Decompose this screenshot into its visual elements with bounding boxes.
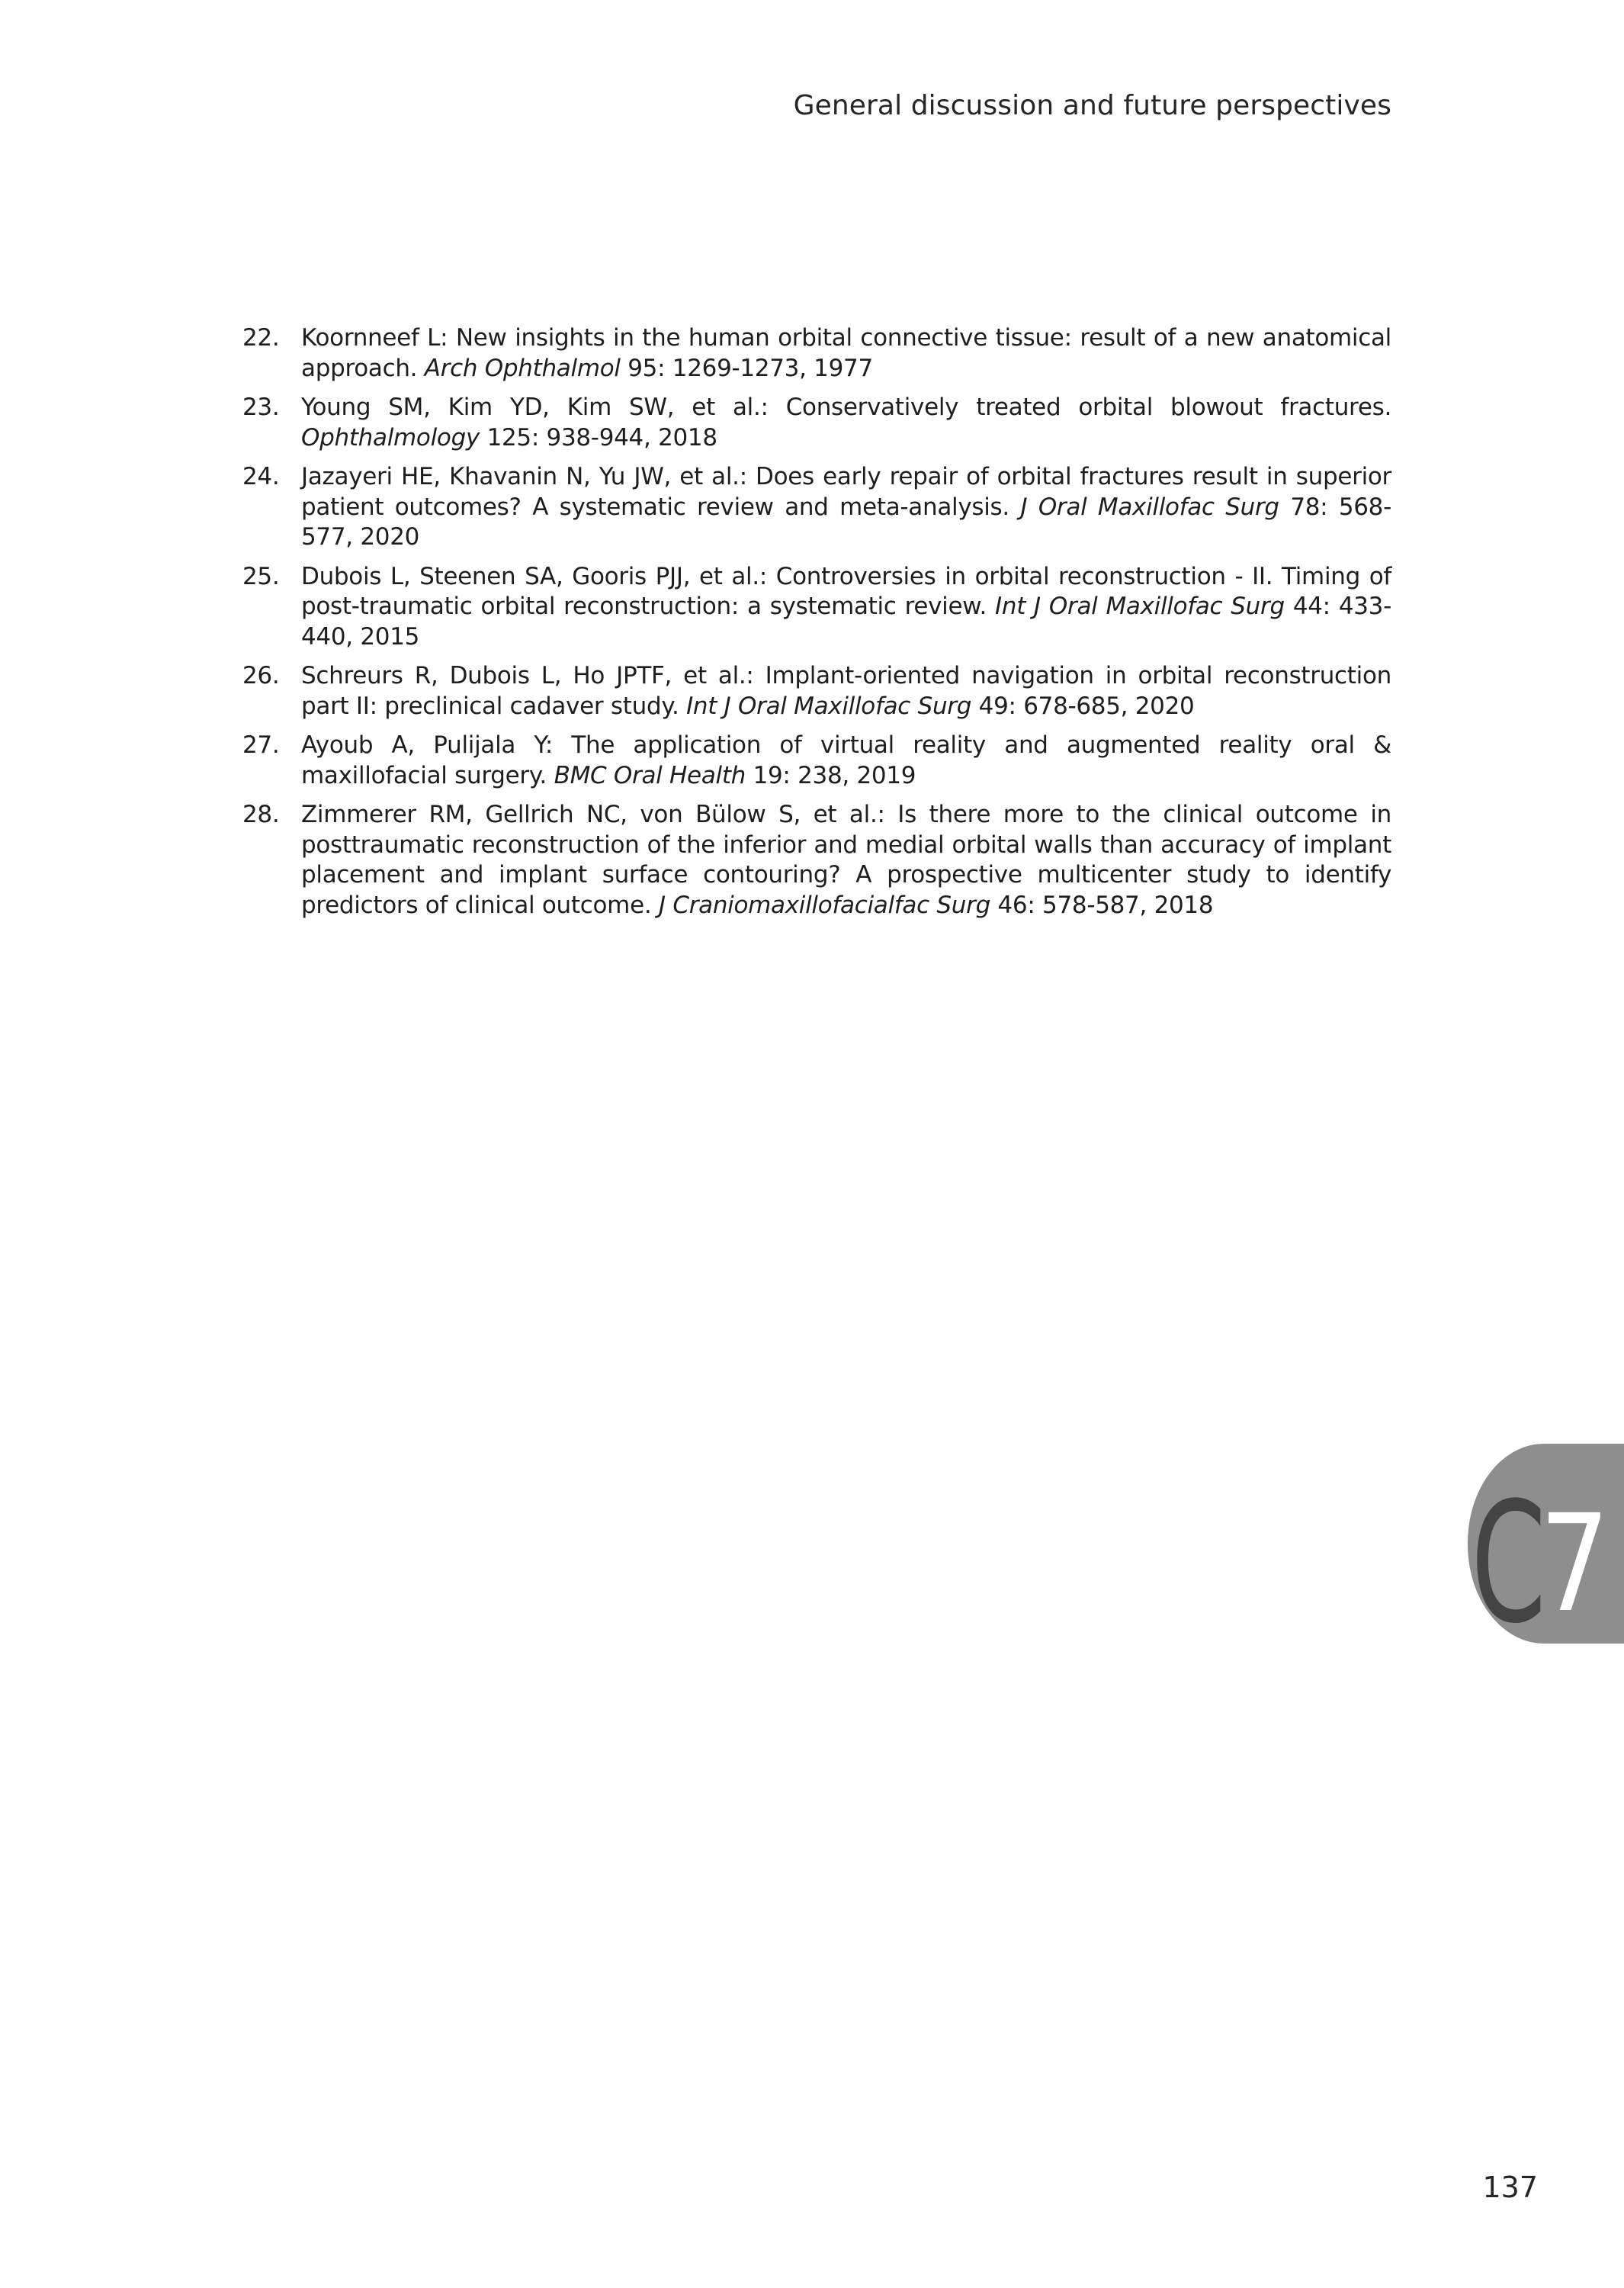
- reference-segment: 95: 1269-1273, 1977: [620, 354, 873, 382]
- reference-item: [242, 562, 1391, 653]
- reference-item: [242, 323, 1391, 384]
- reference-number: 22.: [242, 324, 280, 352]
- reference-journal: BMC Oral Health: [554, 761, 746, 789]
- reference-segment: 44: 433-​440, 2015: [301, 593, 1391, 651]
- reference-number: 27.: [242, 731, 280, 759]
- reference-journal: Int J Oral Maxillofac Surg: [995, 593, 1285, 620]
- chapter-tab-number: 7: [1539, 1486, 1610, 1642]
- chapter-tab-letter: C: [1471, 1467, 1546, 1644]
- reference-segment: Dubois L, Steenen SA, Gooris PJJ, et al.: Controversies in orbital reconstruction - II. Timing of post-traumatic orbital reconstruction: a systematic review.: [301, 562, 1391, 620]
- reference-segment: Schreurs R, Dubois L, Ho JPTF, et al.: Implant-oriented navigation in orbital reconstruction part II: preclinical cadaver study.: [301, 662, 1391, 720]
- reference-segment: 46: 578-587, 2018: [990, 891, 1214, 919]
- reference-journal: Int J Oral Maxillofac Surg: [686, 692, 972, 720]
- reference-segment: Zimmerer RM, Gellrich NC, von Bülow S, et al.: Is there more to the clinical outcome in posttraumatic reconstruction of the inferior and medial orbital walls than accuracy of implant placement and implant surface contouring? A prospective multicenter study to identify predictors of clinical outcome.: [301, 801, 1391, 919]
- reference-list: [242, 323, 1391, 930]
- reference-text: [301, 462, 1391, 553]
- reference-item: [242, 731, 1391, 791]
- reference-item: [242, 800, 1391, 921]
- chapter-tab: [1468, 1444, 1624, 1644]
- reference-number: 23.: [242, 394, 280, 421]
- reference-item: [242, 661, 1391, 721]
- reference-text: [301, 731, 1391, 791]
- reference-number: 28.: [242, 801, 280, 828]
- reference-text: [301, 661, 1391, 721]
- chapter-tab-graphic: [1468, 1444, 1624, 1644]
- reference-text: [301, 323, 1391, 384]
- reference-text: [301, 562, 1391, 653]
- page-number: 137: [1482, 2171, 1538, 2204]
- reference-text: [301, 393, 1391, 453]
- reference-number: 24.: [242, 463, 280, 490]
- reference-segment: 125: 938-944, 2018: [480, 423, 717, 451]
- reference-segment: 78: 568-​577, 2020: [301, 493, 1391, 551]
- reference-segment: Young SM, Kim YD, Kim SW, et al.: Conservatively treated orbital blowout fractures.: [301, 394, 1391, 421]
- running-head: General discussion and future perspectives: [793, 90, 1391, 121]
- reference-text: [301, 800, 1391, 921]
- reference-item: [242, 393, 1391, 453]
- reference-segment: 19: 238, 2019: [746, 761, 916, 789]
- reference-segment: Jazayeri HE, Khavanin N, Yu JW, et al.: Does early repair of orbital fractures result in superior patient outcomes? A systematic review and meta-analysis.: [301, 463, 1391, 521]
- reference-journal: Ophthalmology: [301, 423, 480, 451]
- reference-journal: Arch Ophthalmol: [424, 354, 621, 382]
- reference-number: 26.: [242, 662, 280, 689]
- reference-segment: Ayoub A, Pulijala Y: The application of virtual reality and augmented reality oral & maxillofacial surgery.: [301, 731, 1391, 789]
- reference-journal: J Craniomaxillofacialfac Surg: [658, 891, 990, 919]
- reference-number: 25.: [242, 562, 280, 590]
- reference-segment: 49: 678-685, 2020: [971, 692, 1195, 720]
- reference-item: [242, 462, 1391, 553]
- reference-segment: Koornneef L: New insights in the human orbital connective tissue: result of a new anatomical approach.: [301, 324, 1391, 382]
- reference-journal: J Oral Maxillofac Surg: [1020, 493, 1279, 521]
